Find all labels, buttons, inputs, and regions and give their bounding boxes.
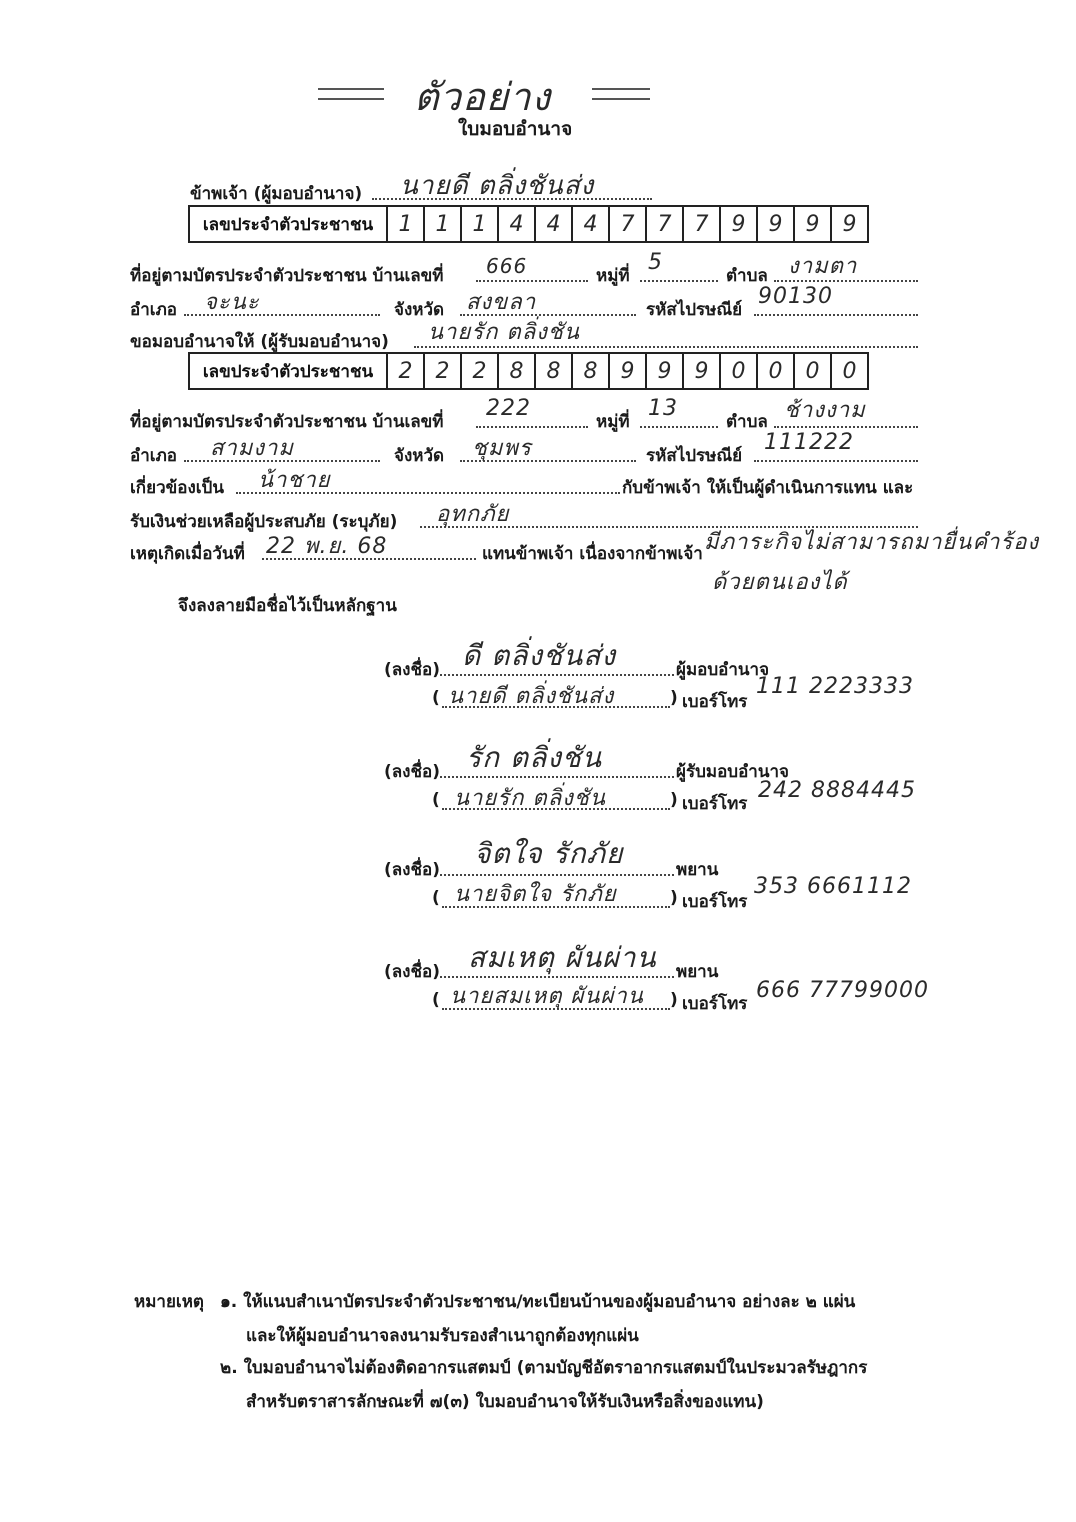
printed-name-open-paren: ( (432, 990, 440, 1010)
grantee-province-label: จังหวัด (394, 446, 445, 466)
role-label: พยาน (676, 860, 719, 880)
grantor-tambon-label: ตำบล (726, 266, 768, 286)
sample-stamp-left-rule (318, 88, 384, 100)
grantor-amphoe: จะนะ (204, 290, 260, 315)
id-digit: 9 (684, 354, 721, 388)
grantee-moo-label: หมู่ที่ (596, 412, 630, 432)
id-digit: 1 (462, 207, 499, 241)
event-date-label: เหตุเกิดเมื่อวันที่ (130, 544, 245, 564)
sample-stamp: ตัวอย่าง (414, 75, 551, 119)
relation-suffix: กับข้าพเจ้า ให้เป็นผู้ดำเนินการแทน และ (622, 478, 914, 498)
id-digit: 0 (758, 354, 795, 388)
id-digit: 9 (721, 207, 758, 241)
grantor-house-line (476, 278, 588, 282)
id-digit: 1 (388, 207, 425, 241)
signature: ดี ตลิ่งชันส่ง (462, 639, 617, 672)
grantor-postal-label: รหัสไปรษณีย์ (646, 300, 743, 320)
note-item1-line2: และให้ผู้มอบอำนาจลงนามรับรองสำเนาถูกต้องทุกแผ่น (246, 1326, 639, 1346)
id-digit: 4 (573, 207, 610, 241)
id-digit: 8 (573, 354, 610, 388)
note-item2-line1: ๒. ใบมอบอำนาจไม่ต้องติดอากรแสตมป์ (ตามบัญชีอัตราอากรแสตมป์ในประมวลรัษฎากร (220, 1358, 868, 1378)
grantee-moo-line (640, 424, 718, 428)
grantee-house-line (476, 424, 588, 428)
sign-label: (ลงชื่อ) (384, 660, 441, 680)
id-digit: 4 (499, 207, 536, 241)
id-digit: 0 (721, 354, 758, 388)
grantee-province: ชุมพร (472, 436, 532, 461)
id-digit: 7 (684, 207, 721, 241)
printed-name: นายจิตใจ รักภัย (454, 882, 617, 907)
grantee-tambon-label: ตำบล (726, 412, 768, 432)
sample-stamp-right-rule (592, 88, 650, 100)
id-digit: 2 (462, 354, 499, 388)
event-reason-line2: ด้วยตนเองได้ (712, 570, 848, 595)
relation-value: น้าชาย (258, 468, 331, 493)
grantor-address-label: ที่อยู่ตามบัตรประจำตัวประชาชน บ้านเลขที่ (130, 266, 444, 286)
phone-number: 666 77799000 (756, 978, 929, 1003)
grantee-moo: 13 (648, 396, 678, 421)
role-label: พยาน (676, 962, 719, 982)
disaster-value: อุทกภัย (436, 502, 510, 527)
grantee-postal-label: รหัสไปรษณีย์ (646, 446, 743, 466)
grantee-house-no: 222 (486, 396, 531, 421)
id-digit: 0 (842, 358, 857, 384)
printed-name-open-paren: ( (432, 790, 440, 810)
id-digit: 9 (842, 211, 857, 237)
disaster-label: รับเงินช่วยเหลือผู้ประสบภัย (ระบุภัย) (130, 512, 398, 532)
phone-number: 111 2223333 (756, 674, 914, 699)
grantor-postal-line (754, 312, 918, 316)
printed-name: นายสมเหตุ ผันผ่าน (450, 984, 644, 1009)
grantor-postal: 90130 (758, 284, 833, 309)
printed-name-close-paren: ) (670, 790, 678, 810)
grantee-tambon: ช้างงาม (784, 398, 866, 423)
phone-label: เบอร์โทร (682, 794, 748, 814)
id-digit: 2 (388, 354, 425, 388)
id-digit: 9 (795, 207, 832, 241)
grantee-id-box (188, 352, 869, 390)
grantor-name: นายดี ตลิ่งชันส่ง (400, 171, 595, 201)
event-middle-text: แทนข้าพเจ้า เนื่องจากข้าพเจ้า (482, 544, 703, 564)
printed-name-close-paren: ) (670, 990, 678, 1010)
phone-label: เบอร์โทร (682, 692, 748, 712)
id-digit: 9 (758, 207, 795, 241)
signature: จิตใจ รักภัย (474, 837, 624, 870)
grantee-label: ขอมอบอำนาจให้ (ผู้รับมอบอำนาจ) (130, 332, 389, 352)
grantee-id-label: เลขประจำตัวประชาชน (190, 354, 388, 388)
printed-name: นายดี ตลิ่งชันส่ง (448, 684, 615, 709)
signature: สมเหตุ ผันผ่าน (468, 941, 657, 974)
printed-name-close-paren: ) (670, 688, 678, 708)
grantor-tambon: งามตา (788, 254, 858, 279)
id-digit: 8 (536, 354, 573, 388)
id-digit: 7 (610, 207, 647, 241)
id-digit: 0 (795, 354, 832, 388)
id-digit: 9 (647, 354, 684, 388)
grantor-id-label: เลขประจำตัวประชาชน (190, 207, 388, 241)
id-digit: 4 (536, 207, 573, 241)
evidence-text: จึงลงลายมือชื่อไว้เป็นหลักฐาน (178, 596, 397, 616)
grantor-moo: 5 (648, 250, 663, 275)
role-label: ผู้รับมอบอำนาจ (676, 762, 789, 782)
phone-label: เบอร์โทร (682, 892, 748, 912)
phone-number: 353 6661112 (754, 874, 912, 899)
notes-label: หมายเหตุ (134, 1292, 204, 1312)
printed-name: นายรัก ตลิ่งชัน (454, 786, 606, 811)
id-digit: 2 (425, 354, 462, 388)
event-reason-line1: มีภาระกิจไม่สามารถมายื่นคำร้อง (704, 530, 1040, 555)
id-digit: 1 (425, 207, 462, 241)
sign-label: (ลงชื่อ) (384, 762, 441, 782)
grantee-amphoe: สามงาม (210, 436, 294, 461)
grantor-label: ข้าพเจ้า (ผู้มอบอำนาจ) (190, 184, 363, 204)
grantor-province: สงขลา (466, 290, 537, 315)
grantee-postal-line (754, 458, 918, 462)
printed-name-close-paren: ) (670, 888, 678, 908)
id-digit: 8 (499, 354, 536, 388)
signature: รัก ตลิ่งชัน (466, 741, 603, 774)
event-date: 22 พ.ย. 68 (266, 534, 388, 559)
sign-label: (ลงชื่อ) (384, 860, 441, 880)
grantee-name: นายรัก ตลิ่งชัน (428, 320, 580, 345)
id-digit: 9 (610, 354, 647, 388)
page-title: ใบมอบอำนาจ (458, 118, 573, 140)
printed-name-open-paren: ( (432, 888, 440, 908)
grantee-address-label: ที่อยู่ตามบัตรประจำตัวประชาชน บ้านเลขที่ (130, 412, 444, 432)
grantor-house-no: 666 (486, 254, 528, 278)
phone-number: 242 8884445 (758, 778, 916, 803)
id-digit: 7 (647, 207, 684, 241)
grantor-amphoe-label: อำเภอ (130, 300, 177, 320)
note-item1-line1: ๑. ให้แนบสำเนาบัตรประจำตัวประชาชน/ทะเบียนบ้านของผู้มอบอำนาจ อย่างละ ๒ แผ่น (220, 1292, 856, 1312)
note-item2-line2: สำหรับตราสารลักษณะที่ ๗(๓) ใบมอบอำนาจให้รับเงินหรือสิ่งของแทน) (246, 1392, 764, 1412)
relation-label: เกี่ยวข้องเป็น (130, 478, 224, 498)
grantor-moo-line (640, 278, 718, 282)
grantor-province-label: จังหวัด (394, 300, 445, 320)
phone-label: เบอร์โทร (682, 994, 748, 1014)
sign-label: (ลงชื่อ) (384, 962, 441, 982)
role-label: ผู้มอบอำนาจ (676, 660, 770, 680)
grantee-postal: 111222 (764, 430, 854, 455)
printed-name-open-paren: ( (432, 688, 440, 708)
grantor-moo-label: หมู่ที่ (596, 266, 630, 286)
grantee-amphoe-label: อำเภอ (130, 446, 177, 466)
grantor-id-box (188, 205, 869, 243)
